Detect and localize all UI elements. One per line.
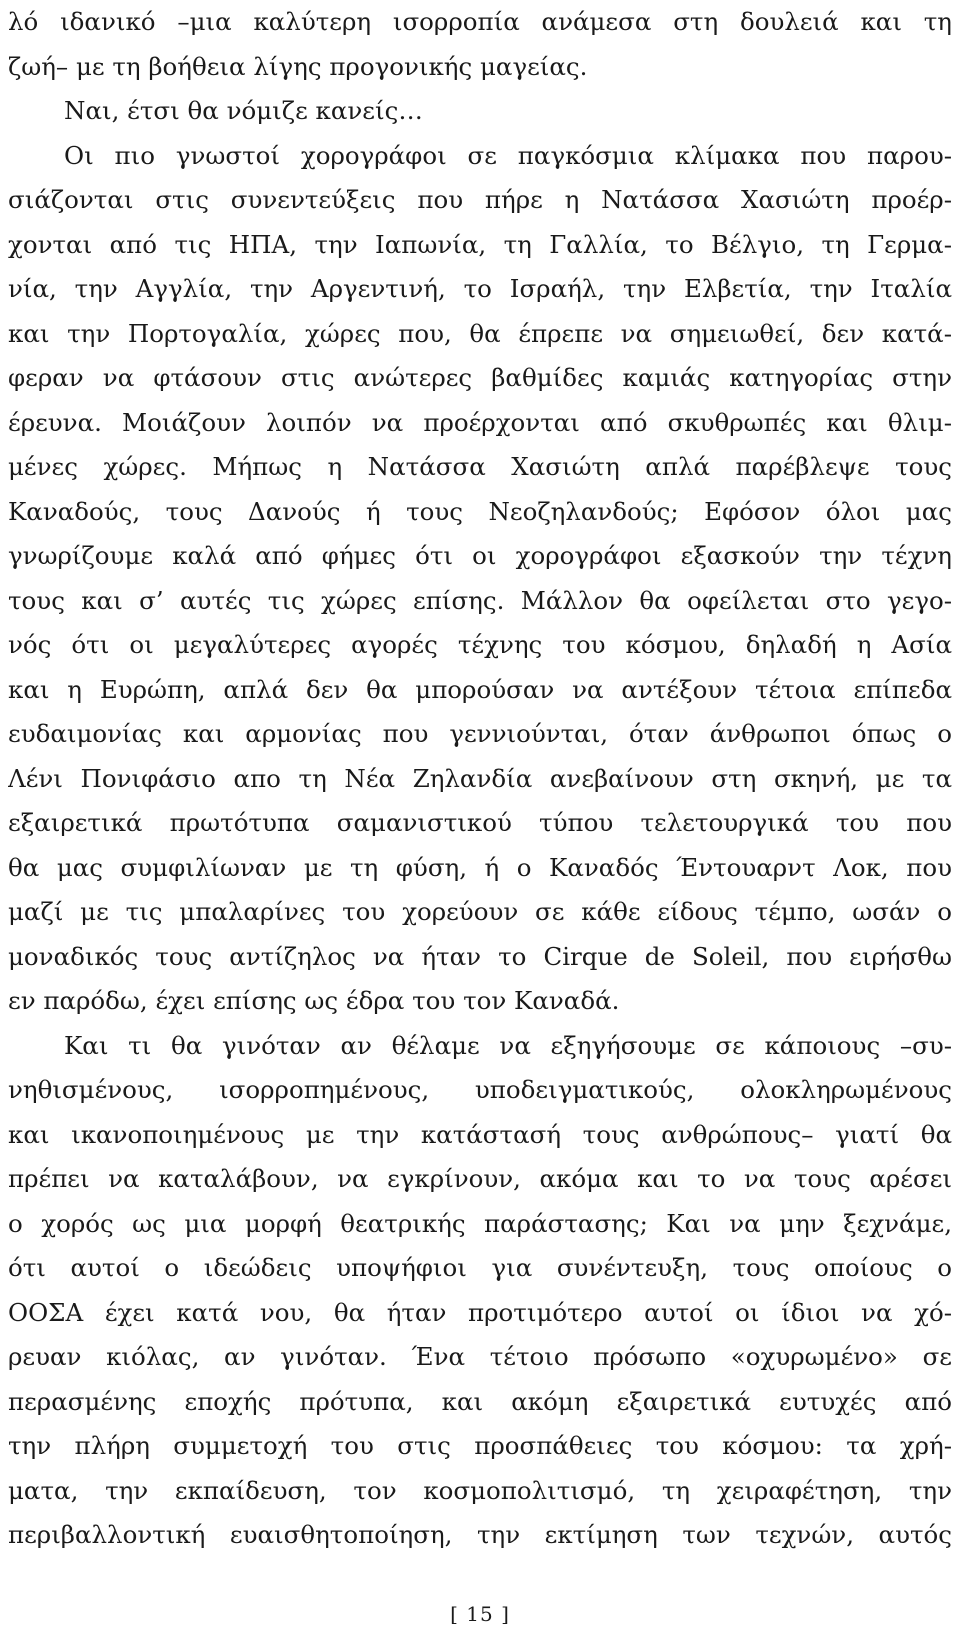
text-line: την πλήρη συμμετοχή του στις προσπάθειες του κόσμου: τα χρή-	[8, 1431, 952, 1460]
book-page	[8, 0, 952, 1638]
text-line: πρέπει να καταλάβουν, να εγκρίνουν, ακόμα και το να τους αρέσει	[8, 1164, 952, 1193]
text-line: Και τι θα γινόταν αν θέλαμε να εξηγήσουμε σε κάποιους –συ-	[64, 1030, 952, 1060]
text-line: και την Πορτογαλία, χώρες που, θα έπρεπε να σημειωθεί, δεν κατά-	[8, 318, 952, 348]
text-line: σιάζονται στις συνεντεύξεις που πήρε η Νατάσσα Χασιώτη προέρ-	[8, 185, 952, 214]
text-line: τους και σ’ αυτές τις χώρες επίσης. Μάλλον θα οφείλεται στο γεγο-	[8, 585, 952, 615]
text-line: Καναδούς, τους Δανούς ή τους Νεοζηλανδούς; Εφόσον όλοι μας	[8, 496, 952, 526]
text-line: θα μας συμφιλίωναν με τη φύση, ή ο Καναδός Έντουαρντ Λοκ, που	[8, 852, 952, 882]
text-line: νηθισμένους, ισορροπημένους, υποδειγματικούς, ολοκληρωμένους	[8, 1075, 952, 1104]
text-line: γνωρίζουμε καλά από φήμες ότι οι χορογράφοι εξασκούν την τέχνη	[8, 541, 952, 570]
text-line: Ναι, έτσι θα νόμιζε κανείς…	[64, 96, 423, 125]
text-line: ευδαιμονίας και αρμονίας που γεννιούνται, όταν άνθρωποι όπως ο	[8, 719, 952, 748]
text-line: φεραν να φτάσουν στις ανώτερες βαθμίδες καμιάς κατηγορίας στην	[8, 363, 952, 392]
text-line: ματα, την εκπαίδευση, τον κοσμοπολιτισμό, τη χειραφέτηση, την	[8, 1475, 952, 1505]
text-line: ότι αυτοί ο ιδεώδεις υποψήφιοι για συνέντευξη, τους οποίους ο	[8, 1253, 952, 1282]
text-line: και η Ευρώπη, απλά δεν θα μπορούσαν να αντέξουν τέτοια επίπεδα	[8, 674, 952, 704]
text-line: Λένι Πονιφάσιο απο τη Νέα Ζηλανδία ανεβαίνουν στη σκηνή, με τα	[8, 763, 952, 793]
text-line: μοναδικός τους αντίζηλος να ήταν το Cirque de Soleil, που ειρήσθω	[8, 941, 952, 971]
text-line: περιβαλλοντική ευαισθητοποίηση, την εκτίμηση των τεχνών, αυτός	[8, 1520, 952, 1549]
text-line: και ικανοποιημένους με την κατάστασή τους ανθρώπους– γιατί θα	[8, 1119, 952, 1149]
page-number: [ 15 ]	[450, 1602, 510, 1626]
text-line: εν παρόδω, έχει επίσης ως έδρα του τον Καναδά.	[8, 986, 620, 1015]
text-line: ο χορός ως μια μορφή θεατρικής παράστασης; Και να μην ξεχνάμε,	[8, 1208, 952, 1238]
text-line: λό ιδανικό –μια καλύτερη ισορροπία ανάμεσα στη δουλειά και τη	[8, 7, 952, 36]
text-line: εξαιρετικά πρωτότυπα σαμανιστικού τύπου τελετουργικά του που	[8, 808, 952, 837]
text-line: μαζί με τις μπαλαρίνες του χορεύουν σε κάθε είδους τέμπο, ωσάν ο	[8, 897, 952, 926]
text-line: μένες χώρες. Μήπως η Νατάσσα Χασιώτη απλά παρέβλεψε τους	[8, 452, 952, 481]
text-line: νία, την Αγγλία, την Αργεντινή, το Ισραήλ, την Ελβετία, την Ιταλία	[8, 274, 952, 303]
text-line: ρευαν κιόλας, αν γινόταν. Ένα τέτοιο πρόσωπο «οχυρωμένο» σε	[8, 1342, 952, 1371]
text-line: Οι πιο γνωστοί χορογράφοι σε παγκόσμια κλίμακα που παρου-	[64, 140, 952, 170]
text-line: έρευνα. Μοιάζουν λοιπόν να προέρχονται από σκυθρωπές και θλιμ-	[8, 407, 952, 437]
text-line: χονται από τις ΗΠΑ, την Ιαπωνία, τη Γαλλία, το Βέλγιο, τη Γερμα-	[8, 229, 952, 259]
text-line: ΟΟΣΑ έχει κατά νου, θα ήταν προτιμότερο αυτοί οι ίδιοι να χό-	[8, 1297, 952, 1327]
body-text	[8, 0, 952, 1558]
text-line: ζωή– με τη βοήθεια λίγης προγονικής μαγείας.	[8, 51, 588, 81]
text-line: περασμένης εποχής πρότυπα, και ακόμη εξαιρετικά ευτυχές από	[8, 1386, 952, 1416]
text-line: νός ότι οι μεγαλύτερες αγορές τέχνης του κόσμου, δηλαδή η Ασία	[8, 630, 952, 659]
